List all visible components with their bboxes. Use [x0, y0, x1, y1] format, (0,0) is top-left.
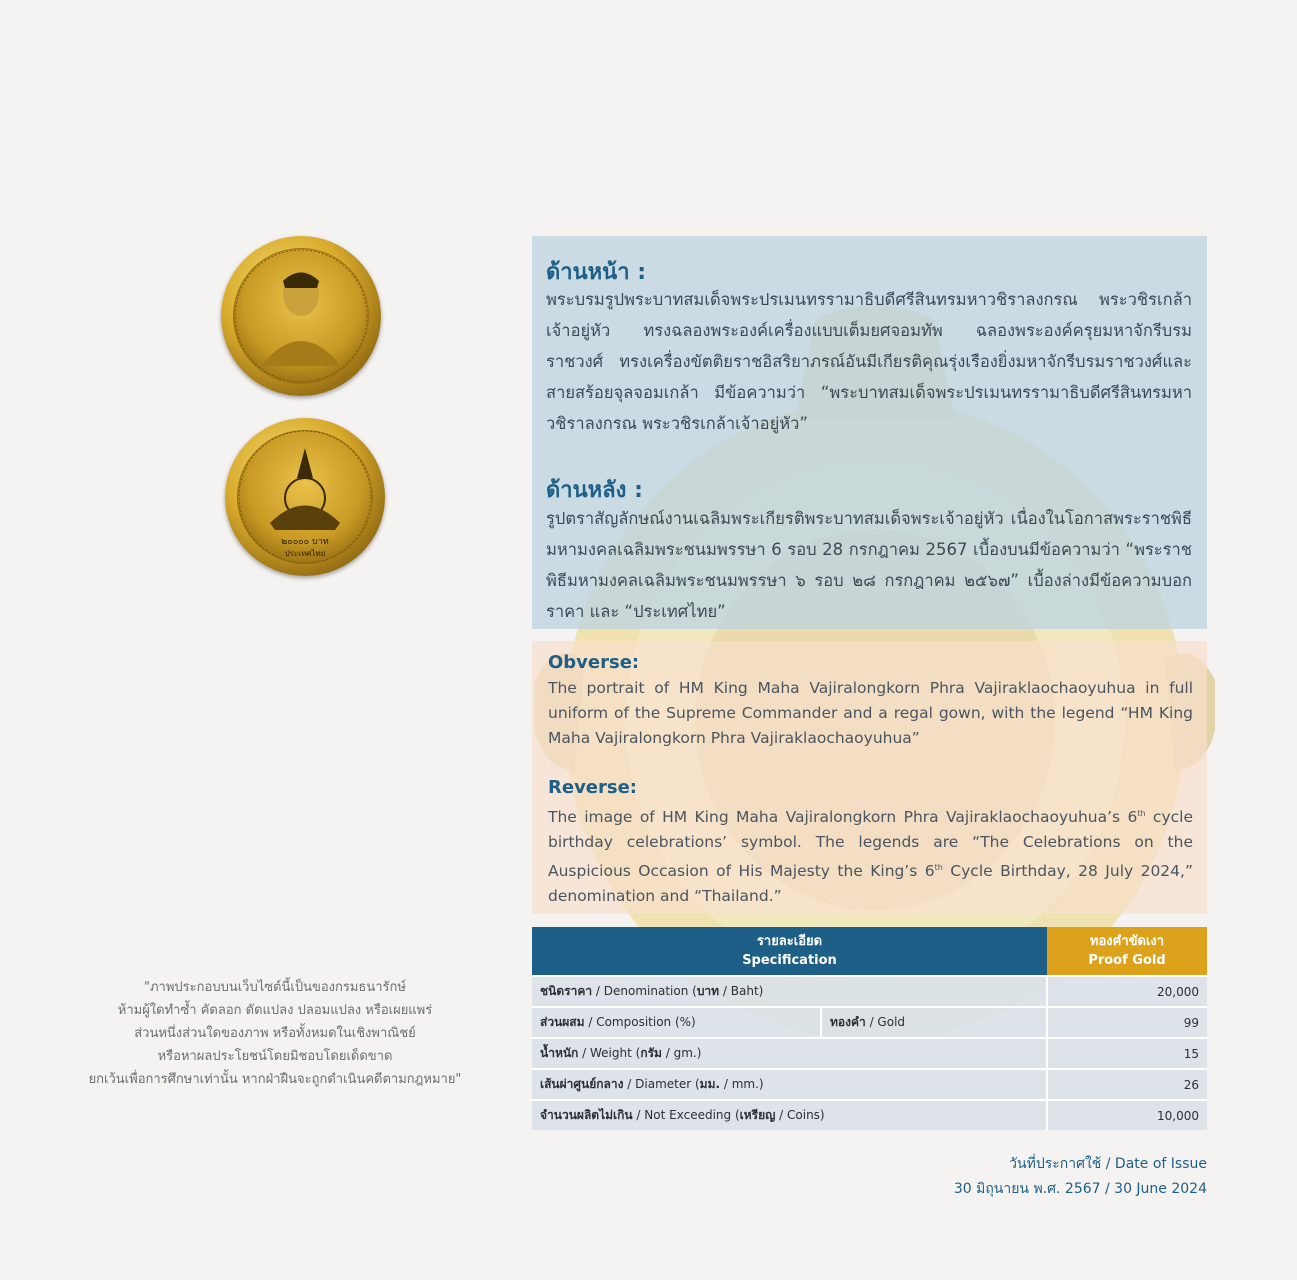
royal-emblem-icon	[225, 418, 385, 576]
table-header-row	[532, 927, 1207, 976]
svg-text:๒๐๐๐๐ บาท: ๒๐๐๐๐ บาท	[281, 537, 329, 547]
english-obverse-heading: Obverse:	[548, 652, 640, 673]
denomination-value: 20,000	[1047, 976, 1207, 1007]
denomination-label: ชนิดราคา / Denomination (บาท / Baht)	[532, 976, 1047, 1007]
obverse-coin-image	[221, 236, 381, 396]
date-of-issue-value: 30 มิถุนายน พ.ศ. 2567 / 30 June 2024	[953, 1181, 1207, 1197]
mintage-label: จำนวนผลิตไม่เกิน / Not Exceeding (เหรียญ / Coins)	[532, 1100, 1047, 1130]
specification-table	[532, 927, 1207, 1130]
thai-obverse-heading: ด้านหน้า :	[546, 260, 647, 285]
mintage-value: 10,000	[1047, 1100, 1207, 1130]
table-row	[532, 1007, 1207, 1038]
table-row	[532, 1100, 1207, 1130]
diameter-value: 26	[1047, 1069, 1207, 1100]
english-obverse-text: The portrait of HM King Maha Vajiralongkorn Phra Vajiraklaochaoyuhua in full uniform of the Supreme Commander and a regal gown, with the legend “HM King Maha Vajiralongkorn Phra Vajiraklaochaoyuhua”	[548, 679, 1193, 747]
reverse-coin-image	[225, 418, 385, 576]
proof-gold-header: ทองคำขัดเงา Proof Gold	[1047, 927, 1207, 976]
thai-reverse-text: รูปตราสัญลักษณ์งานเฉลิมพระเกียรติพระบาทสมเด็จพระเจ้าอยู่หัว เนื่องในโอกาสพระราชพิธีมหามงคลเฉลิมพระชนมพรรษา 6 รอบ 28 กรกฎาคม 2567 เบื้องบนมีข้อความว่า “พระราชพิธีมหามงคลเฉลิมพระชนมพรรษา ๖ รอบ ๒๘ กรกฎาคม ๒๕๖๗” เบื้องล่างมีข้อความบอกราคา และ “ประเทศไทย”	[546, 509, 1192, 621]
composition-gold-label: ทองคำ / Gold	[821, 1007, 1047, 1038]
thai-obverse-text: พระบรมรูปพระบาทสมเด็จพระปรเมนทรรามาธิบดีศรีสินทรมหาวชิราลงกรณ พระวชิรเกล้าเจ้าอยู่หัว ทรงฉลองพระองค์เครื่องแบบเต็มยศจอมทัพ ฉลองพระองค์ครุยมหาจักรีบรมราชวงศ์ ทรงเครื่องขัตติยราชอิสริยาภรณ์อันมีเกียรติคุณรุ่งเรืองยิ่งมหาจักรีบรมราชวงศ์และสายสร้อยจุลจอมเกล้า มีข้อความว่า “พระบาทสมเด็จพระปรเมนทรรามาธิบดีศรีสินทรมหาวชิราลงกรณ พระวชิรเกล้าเจ้าอยู่หัว”	[546, 290, 1192, 433]
copyright-notice: "ภาพประกอบบนเว็บไซต์นี้เป็นของกรมธนารักษ์ ห้ามผู้ใดทำซ้ำ คัดลอก ดัดแปลง ปลอมแปลง หรือเผยแพร่ ส่วนหนึ่งส่วนใดของภาพ หรือทั้งหมดในเชิงพาณิชย์ หรือหาผลประโยชน์โดยมิชอบโดยเด็ดขาด ยกเว้นเพื่อการศึกษาเท่านั้น หากฝ่าฝืนจะถูกดำเนินคดีตามกฎหมาย"	[88, 980, 462, 1087]
date-of-issue-label: วันที่ประกาศใช้ / Date of Issue	[1009, 1156, 1207, 1172]
table-row	[532, 1069, 1207, 1100]
composition-label: ส่วนผสม / Composition (%)	[532, 1007, 821, 1038]
table-row	[532, 1038, 1207, 1069]
portrait-icon	[221, 236, 381, 396]
diameter-label: เส้นผ่าศูนย์กลาง / Diameter (มม. / mm.)	[532, 1069, 1047, 1100]
weight-label: น้ำหนัก / Weight (กรัม / gm.)	[532, 1038, 1047, 1069]
english-reverse-text: The image of HM King Maha Vajiralongkorn Phra Vajiraklaochaoyuhua’s 6th cycle birthday celebrations’ symbol. The legends are “The Celebrations on the Auspicious Occasion of His Majesty the King’s 6th Cycle Birthday, 28 July 2024,” denomination and “Thailand.”	[548, 808, 1193, 906]
thai-reverse-heading: ด้านหลัง :	[546, 478, 643, 503]
specification-header: รายละเอียด Specification	[532, 927, 1047, 976]
table-row	[532, 976, 1207, 1007]
english-reverse-heading: Reverse:	[548, 777, 638, 798]
composition-value: 99	[1047, 1007, 1207, 1038]
weight-value: 15	[1047, 1038, 1207, 1069]
svg-text:ประเทศไทย: ประเทศไทย	[284, 549, 326, 558]
